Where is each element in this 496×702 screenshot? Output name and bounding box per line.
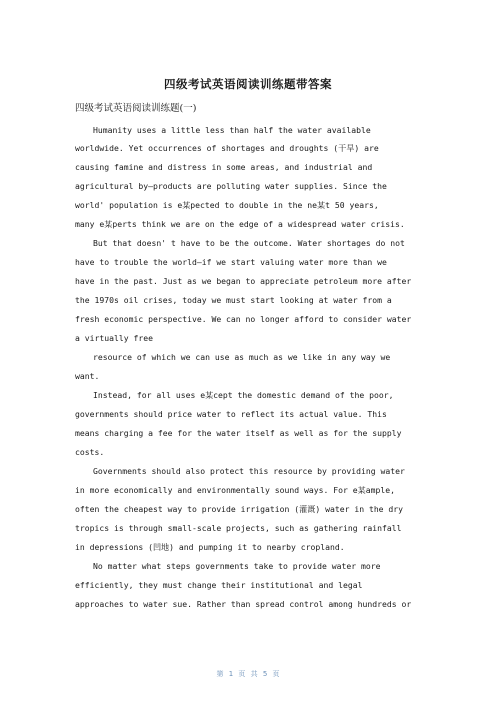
paragraph-line: Governments should also protect this resource by providing water <box>93 466 405 476</box>
document-subtitle: 四级考试英语阅读训练题(一) <box>75 103 197 114</box>
paragraph-line: Humanity uses a little less than half the water available <box>93 125 371 135</box>
paragraph-line: tropics is through small-scale projects, such as gathering rainfall <box>75 523 402 533</box>
paragraph-line: want. <box>75 371 100 381</box>
page-number-footer: 第 1 页 共 5 页 <box>216 670 280 678</box>
paragraph-line: world' population is e某pected to double in the ne某t 50 years, <box>75 200 379 210</box>
paragraph-line: But that doesn' t have to be the outcome. Water shortages do not <box>93 238 405 248</box>
paragraph-line: a virtually free <box>75 333 153 343</box>
paragraph-line: governments should price water to reflect its actual value. This <box>75 409 387 419</box>
document-title: 四级考试英语阅读训练题带答案 <box>164 77 332 91</box>
paragraph-line: have in the past. Just as we began to appreciate petroleum more after <box>75 276 412 286</box>
paragraph-line: Instead, for all uses e某cept the domestic demand of the poor, <box>93 390 394 400</box>
paragraph-line: in depressions (凹地) and pumping it to nearby cropland. <box>75 542 345 552</box>
paragraph-line: agricultural by—products are polluting water supplies. Since the <box>75 181 387 191</box>
paragraph-line: have to trouble the world—if we start valuing water more than we <box>75 257 387 267</box>
paragraph-line: approaches to water sue. Rather than spread control among hundreds or <box>75 599 412 609</box>
paragraph-line: the 1970s oil crises, today we must start looking at water from a <box>75 295 392 305</box>
paragraph-line: means charging a fee for the water itself as well as for the supply <box>75 428 402 438</box>
paragraph-line: causing famine and distress in some areas, and industrial and <box>75 162 373 172</box>
paragraph-line: efficiently, they must change their institutional and legal <box>75 580 363 590</box>
paragraph-line: in more economically and environmentally sound ways. For e某ample, <box>75 485 395 495</box>
paragraph-line: costs. <box>75 447 105 457</box>
paragraph-line: often the cheapest way to provide irrigation (灌溉) water in the dry <box>75 504 404 514</box>
paragraph-line: fresh economic perspective. We can no longer afford to consider water <box>75 314 412 324</box>
paragraph-line: resource of which we can use as much as we like in any way we <box>93 352 391 362</box>
paragraph-line: No matter what steps governments take to provide water more <box>93 561 381 571</box>
paragraph-line: worldwide. Yet occurrences of shortages and droughts (干旱) are <box>75 143 379 153</box>
paragraph-line: many e某perts think we are on the edge of a widespread water crisis. <box>75 219 405 229</box>
